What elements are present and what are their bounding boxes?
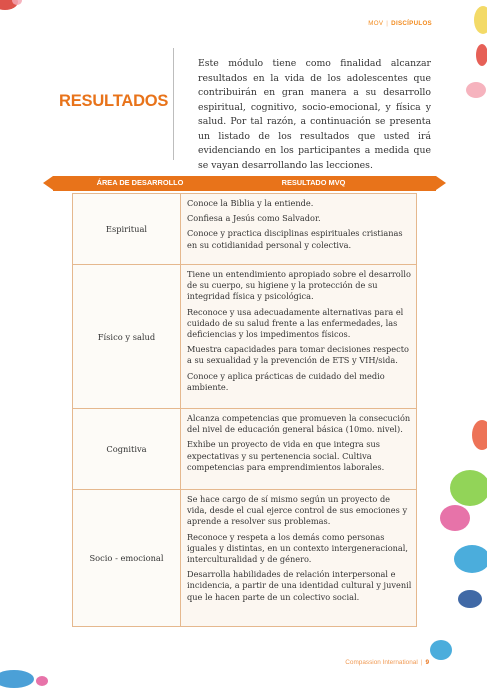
paint-splash-decoration bbox=[430, 640, 452, 660]
divider-line bbox=[173, 48, 174, 160]
table-row bbox=[73, 194, 416, 264]
area-cell: Socio - emocional bbox=[73, 490, 181, 626]
table-body bbox=[72, 193, 417, 627]
result-item: Desarrolla habilidades de relación interpersonal e incidencia, a partir de una identidad cultural y juvenil que le hacen parte de un colectivo social. bbox=[187, 569, 412, 602]
paint-splash-decoration bbox=[476, 44, 487, 66]
result-item: Se hace cargo de sí mismo según un proyecto de vida, desde el cual ejerce control de sus emociones y aprende a resolver sus problemas. bbox=[187, 494, 408, 527]
table-row bbox=[73, 489, 416, 626]
result-item: Conoce y aplica prácticas de cuidado del medio ambiente. bbox=[187, 370, 385, 392]
paint-splash-decoration bbox=[0, 670, 34, 688]
intro-paragraph: Este módulo tiene como finalidad alcanzar resultados en la vida de los adolescentes que contribuirán en gran manera a su desarrollo espiritual, cognitivo, socio-emocional, y física y salud. Por tal razón, a continuación se presenta un listado de los resultados que usted irá evidenciando en los participantes a medida que se vayan desarrollando las lecciones. bbox=[198, 58, 431, 171]
column-header-area: ÁREA DE DESARROLLO bbox=[96, 178, 184, 187]
result-item: Reconoce y respeta a los demás como personas iguales y distintas, en un contexto intergeneracional, interculturalidad y de género. bbox=[187, 531, 409, 565]
paint-splash-decoration bbox=[450, 470, 487, 506]
column-header-result: RESULTADO MVQ bbox=[281, 178, 346, 187]
result-item: Alcanza competencias que promueven la consecución del nivel de educación general básica (10mo. nivel). bbox=[187, 413, 411, 435]
section-title: RESULTADOS bbox=[59, 92, 169, 110]
paint-splash-decoration bbox=[454, 545, 487, 573]
area-cell: Espiritual bbox=[73, 194, 181, 264]
running-header: MOV | DISCÍPULOS bbox=[368, 20, 432, 27]
header-module: MOV bbox=[368, 20, 384, 27]
paint-splash-decoration bbox=[440, 505, 470, 531]
footer-org: Compassion International bbox=[345, 659, 418, 666]
table-row bbox=[73, 264, 416, 408]
results-cell bbox=[181, 265, 416, 408]
paint-splash-decoration bbox=[36, 676, 48, 686]
result-item: Reconoce y usa adecuadamente alternativas para el cuidado de su salud frente a las enfermedades, las deficiencias y los impedimentos físicos. bbox=[187, 306, 404, 340]
result-item: Exhibe un proyecto de vida en que integra sus expectativas y su pertenencia social. Cultiva competencias para emprendimientos laborales. bbox=[187, 439, 385, 472]
paint-splash-decoration bbox=[458, 590, 482, 608]
paint-splash-decoration bbox=[466, 82, 486, 98]
result-item: Confiesa a Jesús como Salvador. bbox=[187, 213, 321, 224]
table-header bbox=[53, 176, 436, 191]
area-cell: Cognitiva bbox=[73, 409, 181, 489]
result-item: Conoce la Biblia y la entiende. bbox=[187, 198, 314, 208]
paint-splash-decoration bbox=[12, 0, 22, 5]
paint-splash-decoration bbox=[474, 6, 487, 34]
paint-splash-decoration bbox=[472, 420, 487, 450]
area-cell: Físico y salud bbox=[73, 265, 181, 408]
header-section: DISCÍPULOS bbox=[391, 20, 432, 27]
result-item: Conoce y practica disciplinas espirituales cristianas en su cotidianidad personal y colectiva. bbox=[187, 228, 403, 250]
result-item: Muestra capacidades para tomar decisiones respecto a su sexualidad y la prevención de ETS y VIH/sida. bbox=[187, 344, 409, 366]
results-cell bbox=[181, 490, 416, 626]
table-row bbox=[73, 408, 416, 489]
page-number: 9 bbox=[425, 659, 429, 666]
result-item: Tiene un entendimiento apropiado sobre el desarrollo de su cuerpo, su higiene y la protección de su integridad física y psicológica. bbox=[187, 269, 411, 302]
results-cell bbox=[181, 409, 416, 489]
results-cell bbox=[181, 194, 416, 264]
page-footer: Compassion International | 9 bbox=[345, 659, 429, 666]
